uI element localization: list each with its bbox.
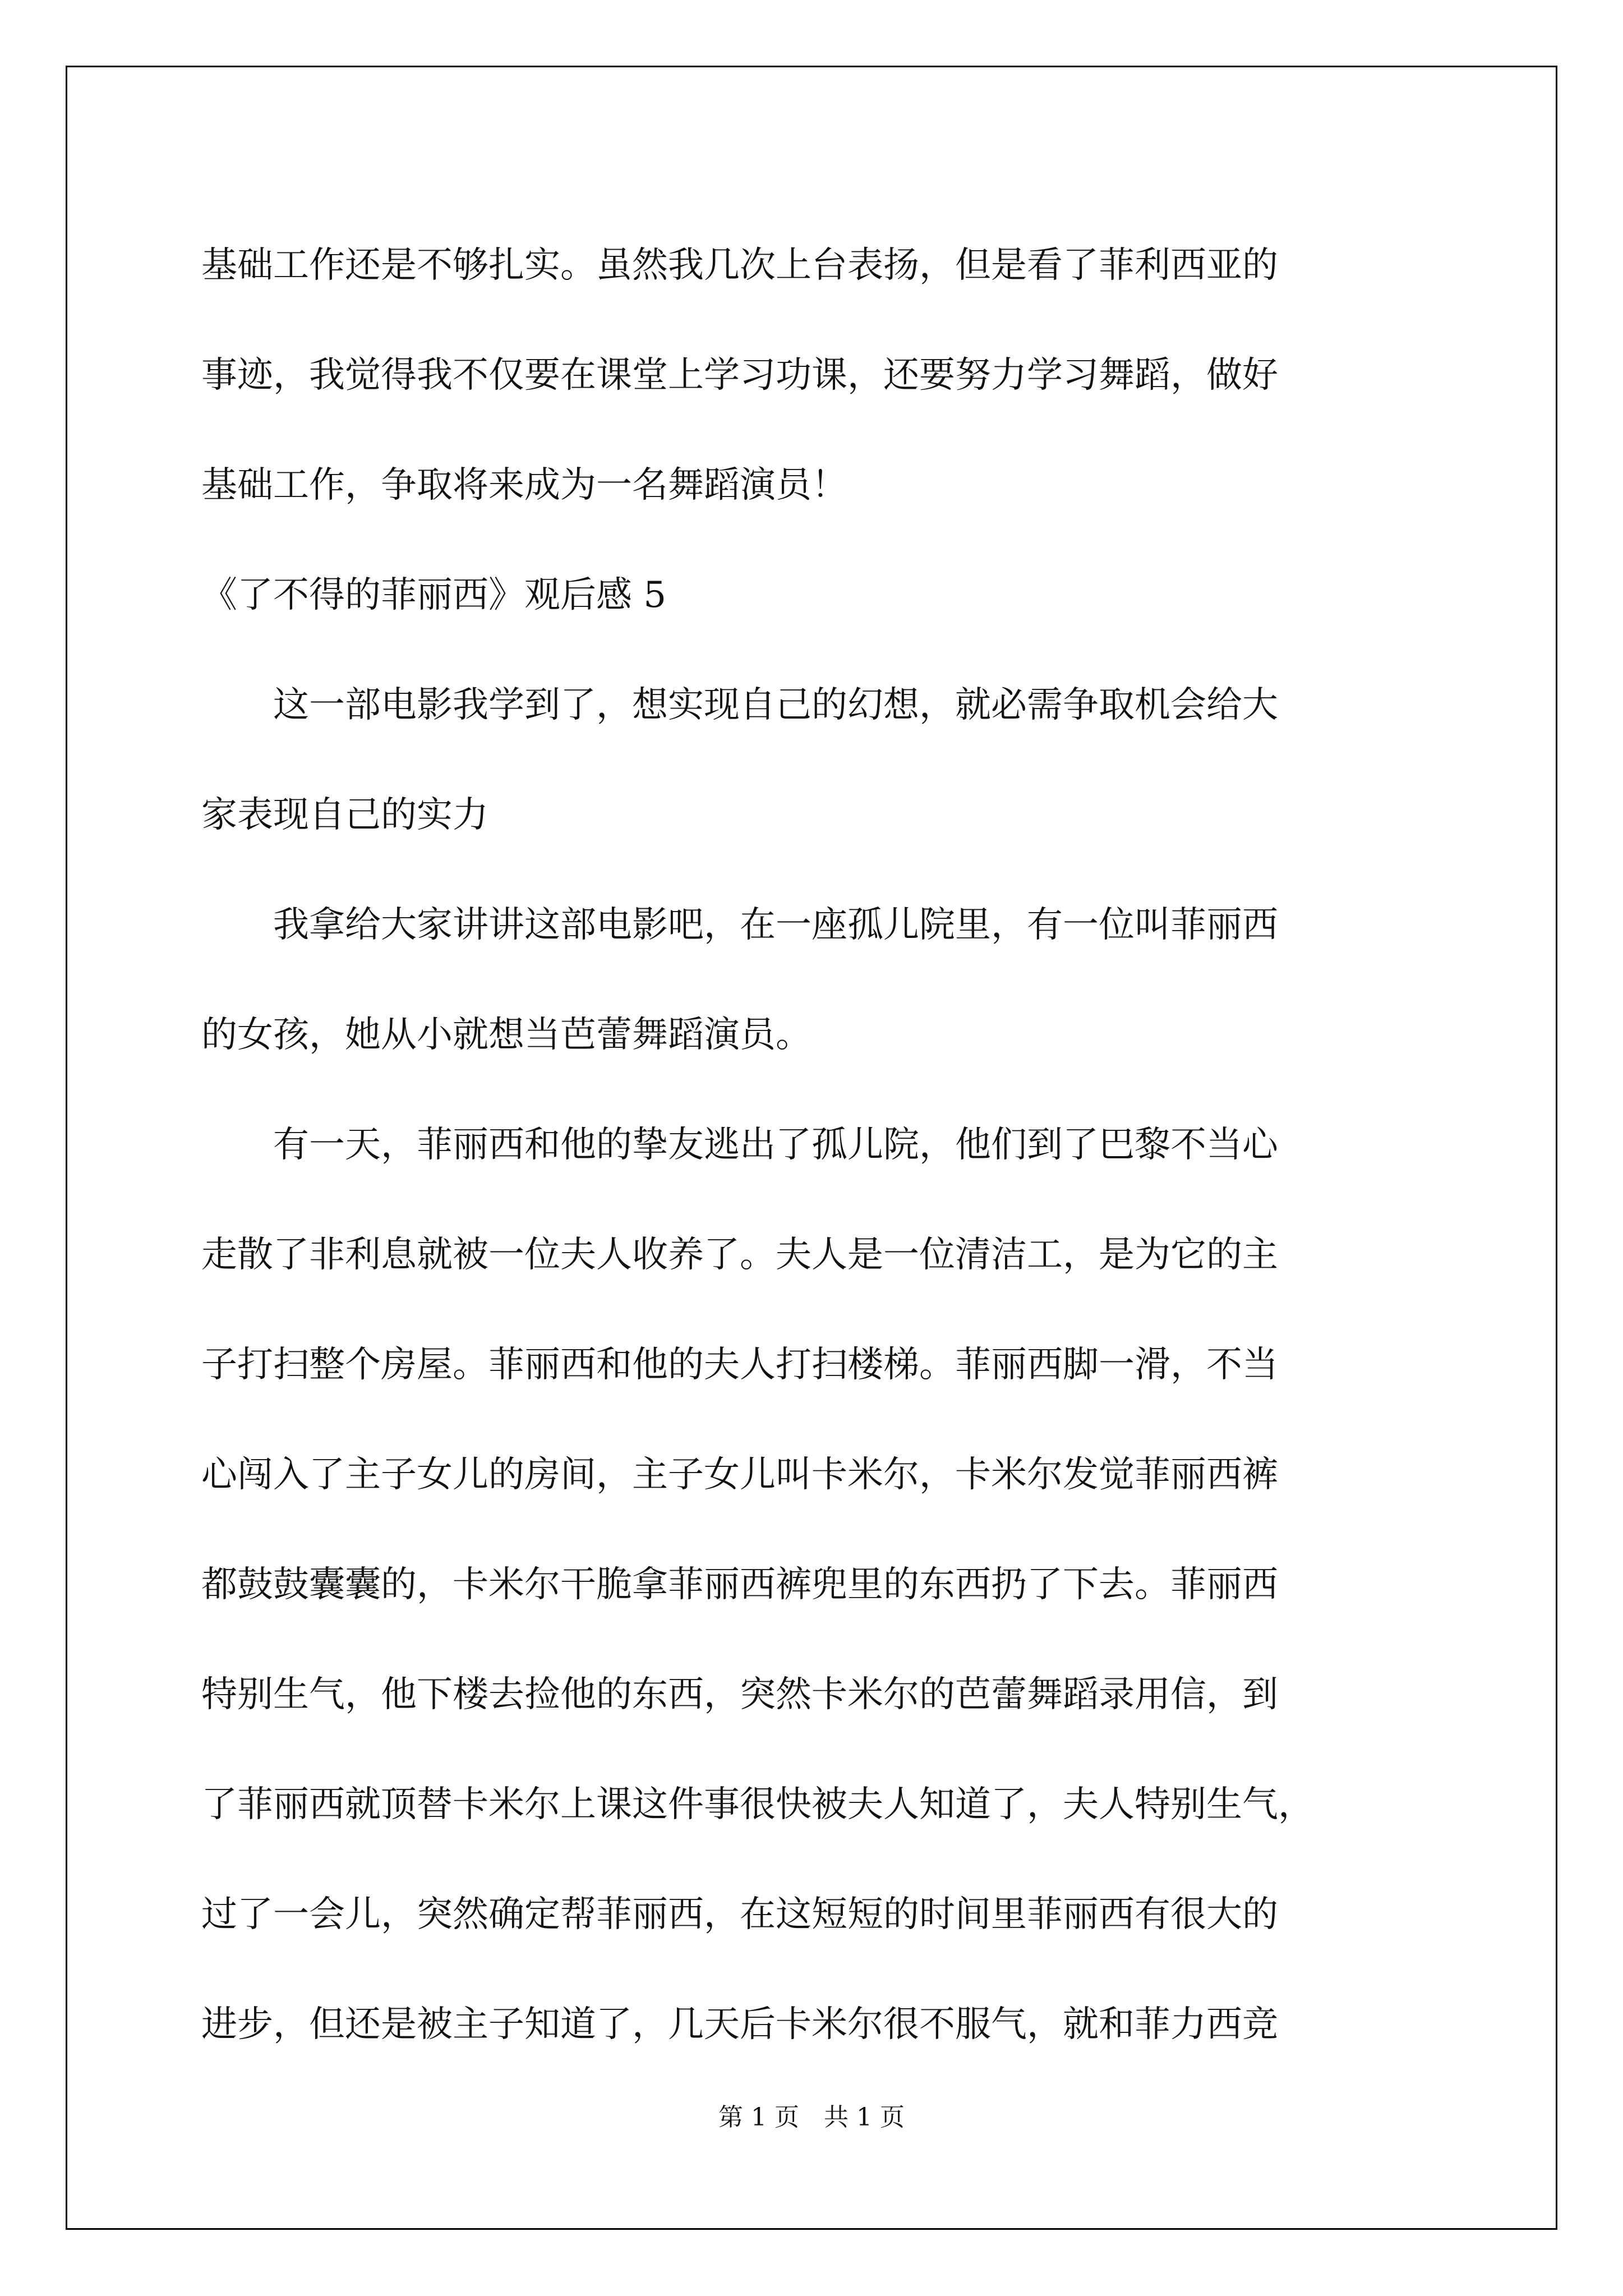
- page-footer: [0, 2101, 1623, 2134]
- paragraph-first-line: 有一天，菲丽西和他的挚友逃出了孤儿院，他们到了巴黎不当心: [273, 1124, 1278, 1166]
- text-line: 都鼓鼓囊囊的，卡米尔干脆拿菲丽西裤兜里的东西扔了下去。菲丽西: [201, 1564, 1278, 1605]
- paragraph-first-line: 我拿给大家讲讲这部电影吧，在一座孤儿院里，有一位叫菲丽西: [273, 904, 1278, 946]
- text-line: 子打扫整个房屋。菲丽西和他的夫人打扫楼梯。菲丽西脚一滑，不当: [201, 1344, 1278, 1386]
- document-body: [201, 210, 1463, 2079]
- text-line: 了菲丽西就顶替卡米尔上课这件事很快被夫人知道了，夫人特别生气，: [201, 1784, 1314, 1825]
- text-line: 心闯入了主子女儿的房间，主子女儿叫卡米尔，卡米尔发觉菲丽西裤: [201, 1454, 1278, 1496]
- page-total: 共 1 页: [824, 2103, 905, 2132]
- text-line: 事迹，我觉得我不仅要在课堂上学习功课，还要努力学习舞蹈，做好: [201, 355, 1278, 396]
- text-line: 基础工作还是不够扎实。虽然我几次上台表扬，但是看了菲利西亚的: [201, 245, 1278, 286]
- text-line: 基础工作，争取将来成为一名舞蹈演员！: [201, 464, 847, 506]
- section-heading: 《了不得的菲丽西》观后感 5: [201, 574, 667, 616]
- text-line: 走散了非利息就被一位夫人收养了。夫人是一位清洁工，是为它的主: [201, 1234, 1278, 1276]
- paragraph-first-line: 这一部电影我学到了，想实现自己的幻想，就必需争取机会给大: [273, 684, 1278, 726]
- text-line: 家表现自己的实力: [201, 794, 488, 836]
- text-line: 的女孩，她从小就想当芭蕾舞蹈演员。: [201, 1014, 811, 1056]
- text-line: 特别生气，他下楼去捡他的东西，突然卡米尔的芭蕾舞蹈录用信，到: [201, 1674, 1278, 1715]
- text-line: 过了一会儿，突然确定帮菲丽西，在这短短的时间里菲丽西有很大的: [201, 1894, 1278, 1935]
- page-number: 第 1 页: [718, 2103, 799, 2132]
- text-line: 进步，但还是被主子知道了，几天后卡米尔很不服气，就和菲力西竞: [201, 2004, 1278, 2045]
